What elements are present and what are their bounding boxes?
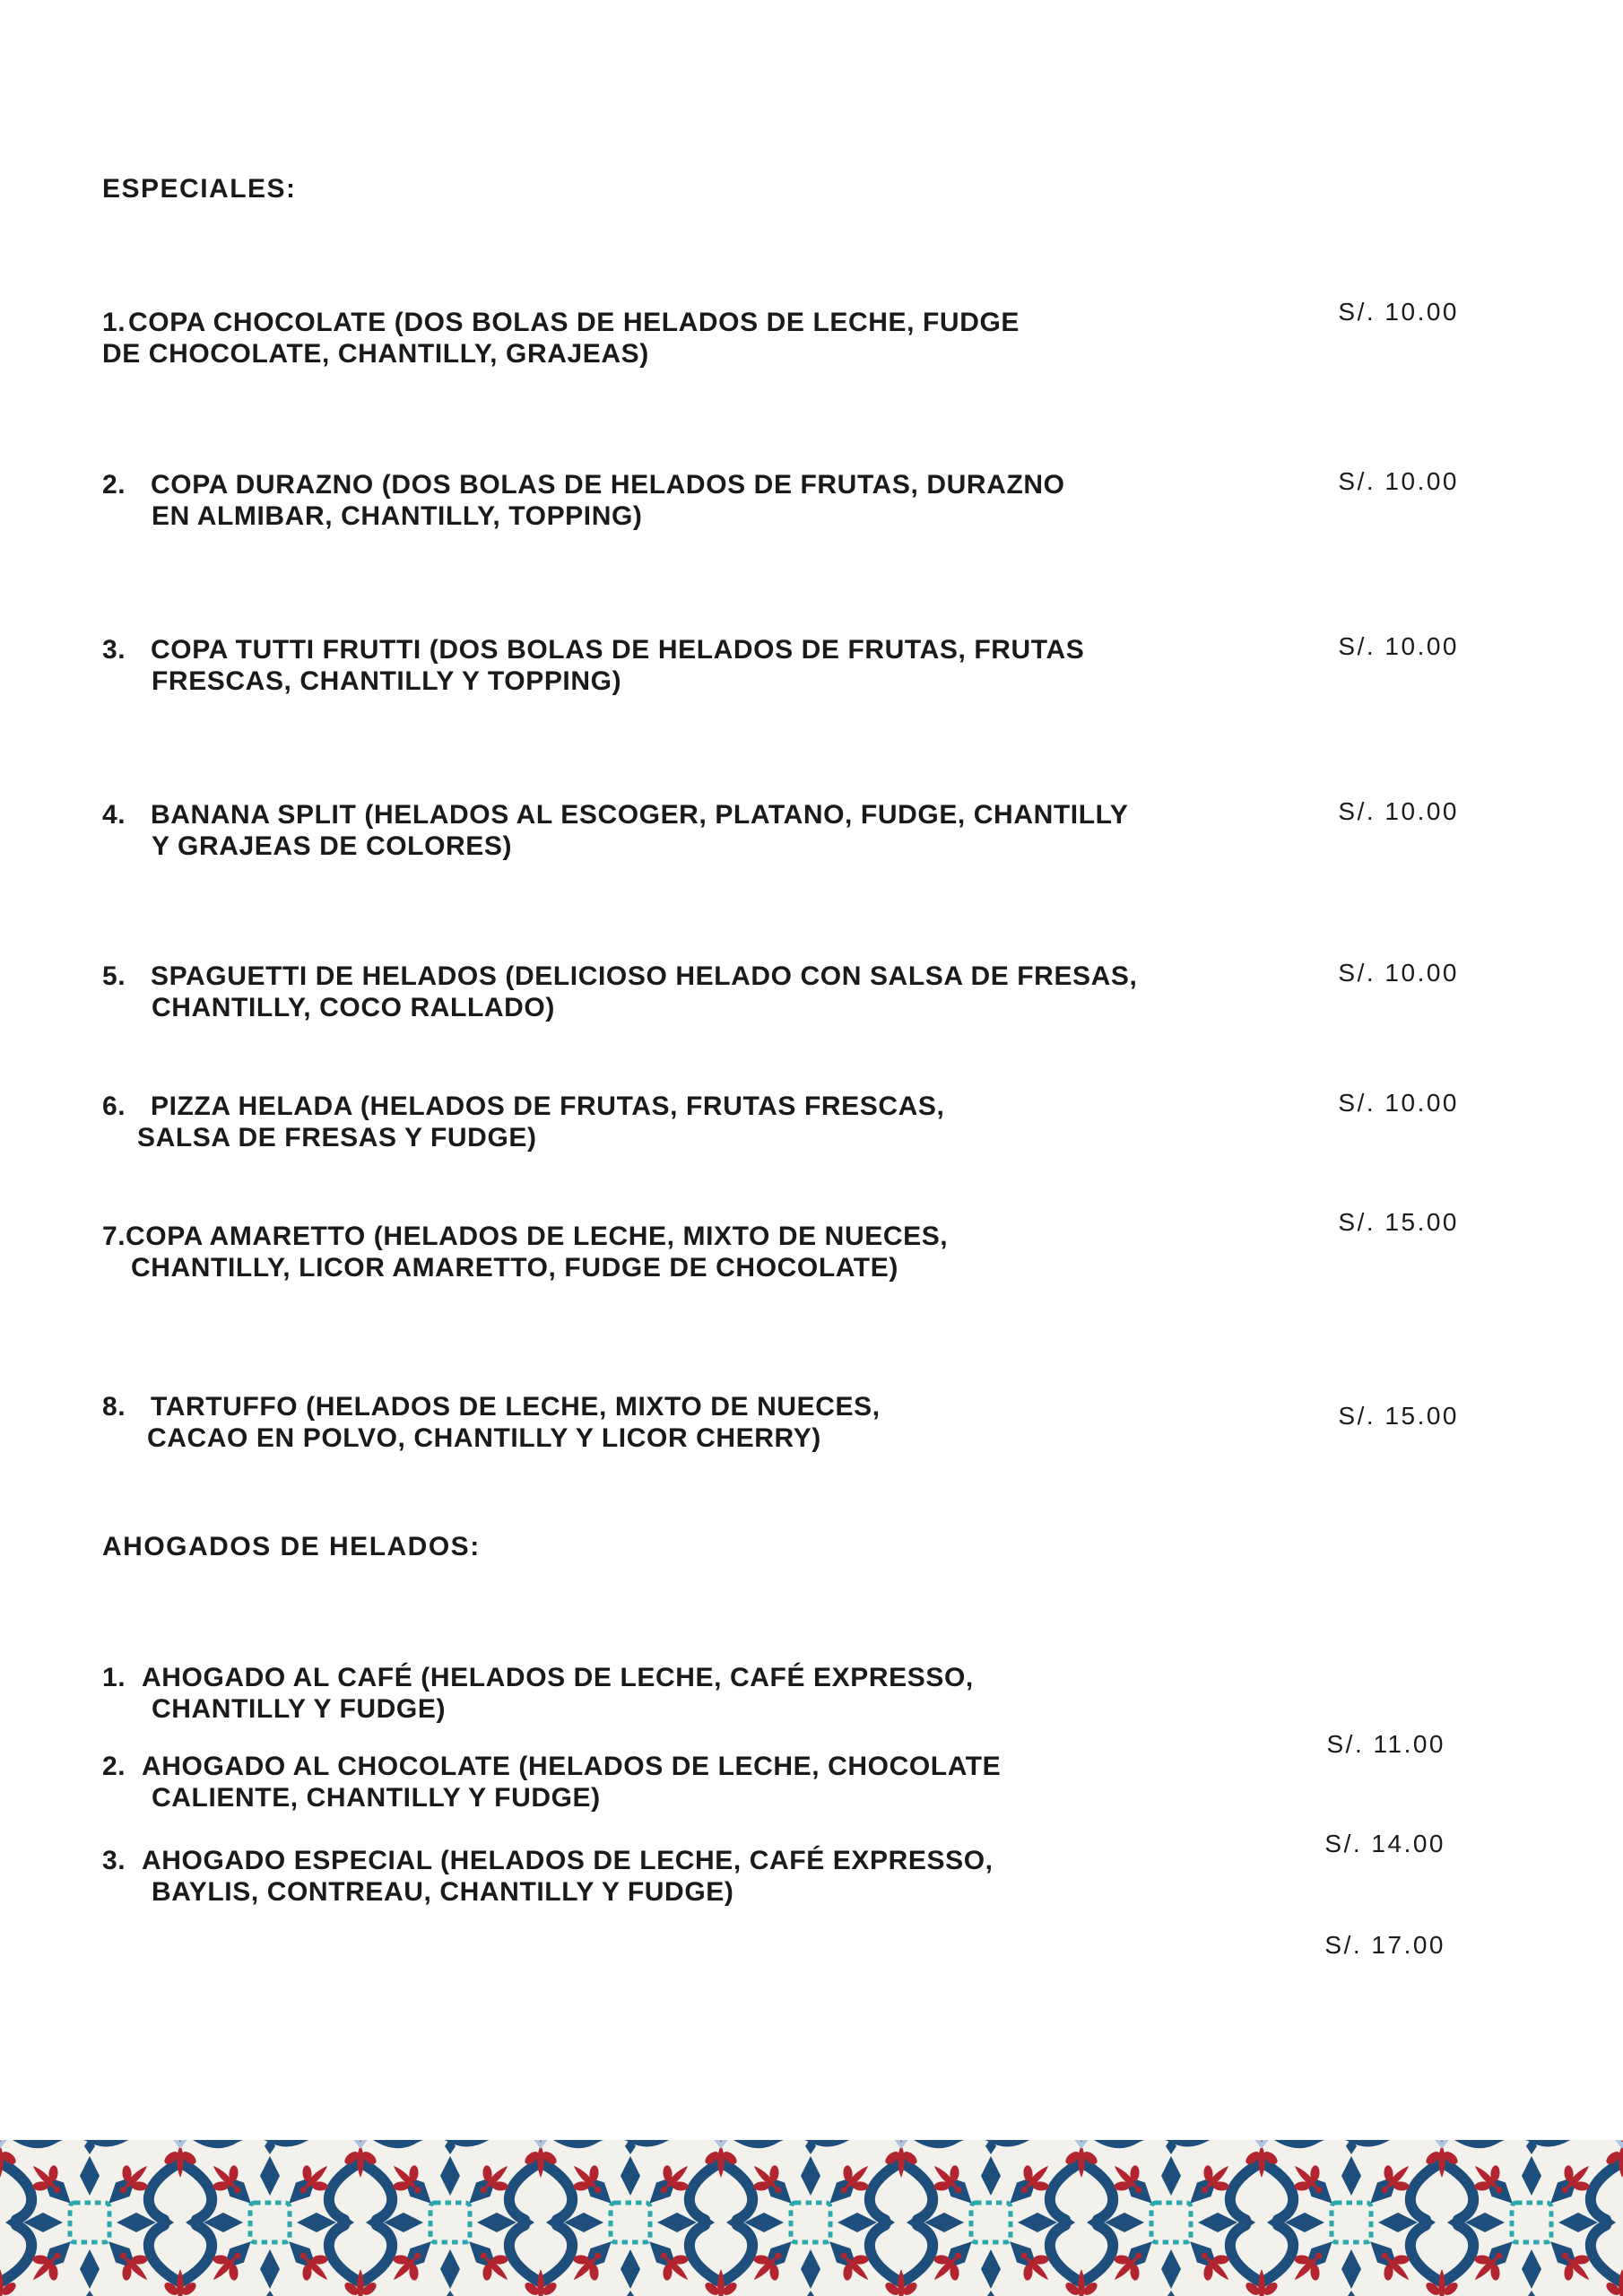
item-text: COPA DURAZNO (DOS BOLAS DE HELADOS DE FRUTAS, DURAZNO	[151, 470, 1065, 500]
section-title-especiales: ESPECIALES:	[102, 174, 297, 204]
menu-item-ahogados-2	[102, 1751, 1459, 1857]
item-text: SPAGUETTI DE HELADOS (DELICIOSO HELADO CON SALSA DE FRESAS,	[151, 961, 1138, 991]
item-text: COPA AMARETTO (HELADOS DE LECHE, MIXTO DE NUECES,	[126, 1222, 949, 1251]
item-text: COPA CHOCOLATE (DOS BOLAS DE HELADOS DE LECHE, FUDGE	[128, 308, 1020, 337]
menu-item-especiales-6	[102, 1091, 1459, 1153]
tile-pattern-icon	[0, 2140, 1623, 2296]
item-number: 2.	[102, 1752, 126, 1781]
menu-item-ahogados-3	[102, 1845, 1459, 1959]
item-text: AHOGADO AL CAFÉ (HELADOS DE LECHE, CAFÉ EXPRESSO,	[142, 1663, 974, 1692]
item-line-2: EN ALMIBAR, CHANTILLY, TOPPING)	[152, 501, 643, 531]
item-line-2: BAYLIS, CONTREAU, CHANTILLY Y FUDGE)	[152, 1877, 734, 1907]
item-text: AHOGADO ESPECIAL (HELADOS DE LECHE, CAFÉ EXPRESSO,	[142, 1846, 994, 1875]
menu-item-especiales-4	[102, 799, 1459, 862]
item-number: 4.	[102, 800, 126, 830]
item-line-1	[102, 1221, 1459, 1252]
menu-item-especiales-5	[102, 961, 1459, 1023]
item-price: S/. 10.00	[1338, 797, 1459, 825]
item-line-2: CHANTILLY, COCO RALLADO)	[152, 993, 555, 1022]
item-number: 2.	[102, 470, 126, 500]
item-number: 3.	[102, 635, 126, 665]
item-price: S/. 15.00	[1338, 1402, 1459, 1430]
item-price: S/. 10.00	[1338, 959, 1459, 987]
item-line-1	[102, 1751, 1459, 1782]
menu-item-especiales-8	[102, 1391, 1459, 1454]
item-text: PIZZA HELADA (HELADOS DE FRUTAS, FRUTAS FRESCAS,	[151, 1091, 945, 1121]
item-price: S/. 10.00	[1338, 467, 1459, 495]
item-line-1	[102, 961, 1459, 992]
tile-border-decoration	[0, 2140, 1623, 2296]
item-price: S/. 10.00	[1338, 298, 1459, 326]
item-line-2: SALSA DE FRESAS Y FUDGE)	[137, 1123, 537, 1152]
item-price: S/. 17.00	[1324, 1931, 1445, 1959]
item-price: S/. 10.00	[1338, 632, 1459, 660]
item-line-2: CHANTILLY Y FUDGE)	[152, 1694, 447, 1724]
item-text: COPA TUTTI FRUTTI (DOS BOLAS DE HELADOS DE FRUTAS, FRUTAS	[151, 635, 1085, 665]
item-price: S/. 11.00	[1326, 1730, 1445, 1758]
item-line-2: CHANTILLY, LICOR AMARETTO, FUDGE DE CHOCOLATE)	[131, 1253, 898, 1283]
item-text: TARTUFFO (HELADOS DE LECHE, MIXTO DE NUECES,	[151, 1392, 881, 1422]
menu-item-especiales-7	[102, 1208, 1459, 1283]
item-line-1	[102, 1391, 1459, 1422]
item-text: BANANA SPLIT (HELADOS AL ESCOGER, PLATANO, FUDGE, CHANTILLY	[151, 800, 1129, 830]
item-number: 7.	[102, 1222, 126, 1251]
item-line-1	[102, 634, 1459, 665]
menu-item-especiales-2	[102, 469, 1459, 532]
item-number: 8.	[102, 1392, 126, 1422]
item-line-1	[102, 307, 1459, 338]
item-number: 5.	[102, 961, 126, 991]
item-line-2: CALIENTE, CHANTILLY Y FUDGE)	[152, 1783, 601, 1813]
item-text: AHOGADO AL CHOCOLATE (HELADOS DE LECHE, CHOCOLATE	[142, 1752, 1002, 1781]
item-price: S/. 14.00	[1324, 1830, 1445, 1857]
item-number: 3.	[102, 1846, 126, 1875]
item-line-2: CACAO EN POLVO, CHANTILLY Y LICOR CHERRY)	[147, 1423, 821, 1453]
item-line-2: DE CHOCOLATE, CHANTILLY, GRAJEAS)	[102, 339, 649, 369]
menu-item-especiales-3	[102, 634, 1459, 697]
item-price: S/. 10.00	[1338, 1089, 1459, 1117]
item-number: 1.	[102, 308, 126, 337]
item-line-1	[102, 469, 1459, 500]
item-line-1	[102, 1845, 1459, 1876]
item-line-1	[102, 1091, 1459, 1122]
section-title-ahogados: AHOGADOS DE HELADOS:	[102, 1532, 481, 1561]
item-number: 1.	[102, 1663, 126, 1692]
item-number: 6.	[102, 1091, 126, 1121]
item-line-1	[102, 799, 1459, 831]
menu-item-ahogados-1	[102, 1662, 1459, 1758]
item-line-2: Y GRAJEAS DE COLORES)	[152, 831, 513, 861]
item-line-2: FRESCAS, CHANTILLY Y TOPPING)	[152, 666, 622, 696]
item-price: S/. 15.00	[1338, 1208, 1459, 1236]
item-line-1	[102, 1662, 1459, 1693]
menu-item-especiales-1	[102, 298, 1459, 370]
